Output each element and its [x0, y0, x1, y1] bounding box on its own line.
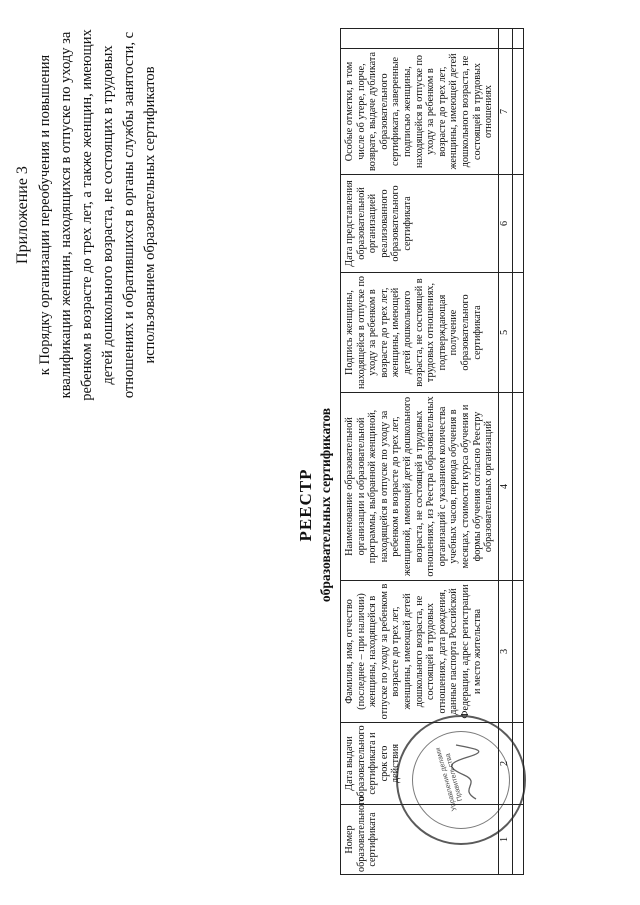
empty-cell [512, 175, 523, 273]
column-number: 6 [498, 175, 512, 273]
empty-cell [512, 393, 523, 581]
appendix-block [12, 15, 161, 415]
column-number: 4 [498, 393, 512, 581]
appendix-text: к Порядку организации переобучения и повышения квалификации женщин, находящихся в отпуске по уходу за ребенком в возрасте до трех лет, а также женщин, имеющих детей дошкольного возраста, не состоящих в трудовых отношениях и обратившихся в органы службы занятости, с использованием образовательных сертификатов [37, 29, 158, 401]
empty-cell [512, 273, 523, 393]
registry-title: РЕЕСТР [296, 468, 315, 542]
empty-cell [512, 29, 523, 49]
appendix-number: Приложение 3 [14, 166, 31, 264]
header-cell: Фамилия, имя, отчество (последнее – при наличии) женщины, находящейся в отпуске по уходу за ребенком в возрасте до трех лет, женщины, имеющей детей дошкольного возраста, не состоящей в трудовых отношениях, дата рождения, данные паспорта Российской Федерации, адрес регистрации и место жительства [341, 581, 499, 723]
registry-subtitle: образовательных сертификатов [318, 407, 333, 603]
column-number: 2 [498, 723, 512, 805]
column-number: 7 [498, 49, 512, 175]
header-cell: Дата выдачи образовательного сертификата и срок его действия [341, 723, 499, 805]
header-cell-empty [341, 29, 499, 49]
column-number: 3 [498, 581, 512, 723]
stamp-center-text: Управление делами Правительства [434, 746, 465, 812]
column-number-empty [498, 29, 512, 49]
empty-cell [512, 49, 523, 175]
registry-title-block [296, 255, 334, 755]
header-cell: Наименование образовательной организации и образовательной программы, выбранной женщиной, находящейся в отпуске по уходу за ребенком в возрасте до трех лет, женщиной, имеющей детей дошкольного возраста, не состоящей в трудовых отношениях, из Реестра образовательных организаций с указанием количества учебных часов, периода обучения в месяцах, стоимости курса обучения и формы обучения согласно Реестру образовательных организаций [341, 393, 499, 581]
header-cell: Подпись женщины, находящейся в отпуске по уходу за ребенком в возрасте до трех лет, женщины, имеющей детей дошкольного возраста, не состоящей в трудовых отношениях, подтверждающая получение образовательного сертификата [341, 273, 499, 393]
empty-cell [512, 581, 523, 723]
official-stamp [396, 715, 526, 845]
header-cell: Дата представления образовательной организацией реализованного образовательного сертификата [341, 175, 499, 273]
header-cell: Номер образовательного сертификата [341, 805, 499, 875]
signature-mark [438, 743, 488, 803]
header-cell: Особые отметки, в том числе об утере, порче, возврате, выдаче дубликата образовательного сертификата, заверенные подписью женщины, находящейся в отпуске по уходу за ребенком в возрасте до трех лет, женщины, имеющей детей дошкольного возраста, не состоящей в трудовых отношениях [341, 49, 499, 175]
column-number: 5 [498, 273, 512, 393]
column-number: 1 [498, 805, 512, 875]
